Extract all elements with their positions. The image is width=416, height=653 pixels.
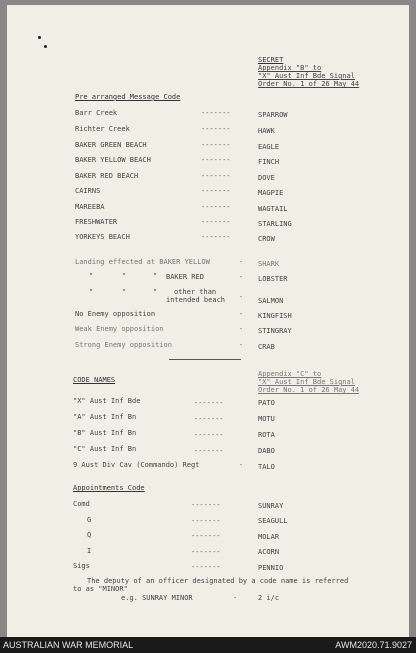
message-row-label: MAREEBA — [75, 203, 105, 211]
opposition-dash: - — [239, 310, 244, 318]
row-dash: ------- — [194, 399, 224, 407]
appointment-label: G — [87, 516, 92, 524]
opposition-label: Strong Enemy opposition — [75, 341, 172, 349]
message-row-code: DOVE — [258, 174, 275, 182]
message-row-label: CAIRNS — [75, 187, 101, 195]
appointment-label: Sigs — [73, 562, 90, 570]
ditto-mark: " — [89, 272, 94, 280]
ditto-mark: " — [153, 272, 158, 280]
message-row-code: HAWK — [258, 127, 275, 135]
landing-dash: - — [239, 273, 244, 281]
codename-label: "B" Aust Inf Bn — [73, 429, 137, 437]
landing-line-2: BAKER RED — [166, 273, 204, 281]
row-dash: ------- — [201, 156, 231, 164]
appointment-label: Q — [87, 531, 92, 539]
row-dash: ------- — [191, 532, 221, 540]
row-dash: ------- — [194, 447, 224, 455]
row-dash: ------- — [201, 109, 231, 117]
codename-code: DABO — [258, 447, 275, 455]
opposition-label: No Enemy opposition — [75, 310, 156, 318]
appointment-label: Comd — [73, 500, 90, 508]
message-row-label: YORKEYS BEACH — [75, 233, 130, 241]
footer-catalog-number: AWM2020.71.9027 — [335, 640, 412, 650]
appendix-b-line3: Order No. 1 of 26 May 44 — [258, 80, 360, 88]
opposition-dash: - — [239, 325, 244, 333]
row-dash: - — [239, 461, 244, 469]
ditto-mark: " — [122, 288, 127, 296]
code-names-title: CODE NAMES — [73, 376, 116, 384]
row-dash: ------- — [201, 233, 231, 241]
row-dash: ------- — [201, 172, 231, 180]
minor-example-value: 2 i/c — [258, 594, 280, 602]
appendix-c-line1: Appendix "C" to — [258, 370, 322, 378]
row-dash: ------- — [201, 218, 231, 226]
landing-code-3: SALMON — [258, 297, 284, 305]
codename-label: 9 Aust Div Cav (Commando) Regt — [73, 461, 200, 469]
secret-label: SECRET — [258, 56, 284, 64]
message-row-label: BAKER GREEN BEACH — [75, 141, 147, 149]
codename-label: "A" Aust Inf Bn — [73, 413, 137, 421]
message-row-label: FRESHWATER — [75, 218, 118, 226]
appendix-c-line2: "X" Aust Inf Bde Signal — [258, 378, 355, 386]
appointment-code: SEAGULL — [258, 517, 288, 525]
appendix-b-line2: "X" Aust Inf Bde Signal — [258, 72, 355, 80]
codename-code: TALO — [258, 463, 275, 471]
codename-code: MOTU — [258, 415, 275, 423]
opposition-dash: - — [239, 341, 244, 349]
codename-code: ROTA — [258, 431, 275, 439]
appendix-b-line1: Appendix "B" to — [258, 64, 322, 72]
message-row-code: MAGPIE — [258, 189, 284, 197]
appointment-code: PENNIO — [258, 564, 284, 572]
row-dash: ------- — [201, 203, 231, 211]
minor-note-line1: The deputy of an officer designated by a code name is referred — [87, 577, 349, 585]
document-page — [7, 5, 409, 637]
appointment-label: I — [87, 547, 92, 555]
archive-footer — [0, 637, 416, 653]
punch-hole-mark — [38, 36, 41, 39]
message-row-code: STARLING — [258, 220, 292, 228]
appendix-c-line3: Order No. 1 of 26 May 44 — [258, 386, 360, 394]
row-dash: ------- — [191, 548, 221, 556]
appointment-code: MOLAR — [258, 533, 280, 541]
message-row-code: WAGTAIL — [258, 205, 288, 213]
message-row-code: FINCH — [258, 158, 280, 166]
ditto-mark: " — [122, 272, 127, 280]
minor-example-label: e.g. SUNRAY MINOR — [121, 594, 193, 602]
row-dash: ------- — [191, 501, 221, 509]
message-code-title: Pre arranged Message Code — [75, 93, 181, 101]
row-dash: ------- — [201, 187, 231, 195]
codename-label: "C" Aust Inf Bn — [73, 445, 137, 453]
punch-hole-mark — [44, 45, 47, 48]
message-row-label: BAKER YELLOW BEACH — [75, 156, 151, 164]
opposition-code: STINGRAY — [258, 327, 292, 335]
message-row-label: Barr Creek — [75, 109, 118, 117]
appointments-title: Appointments Code — [73, 484, 145, 492]
ditto-mark: " — [89, 288, 94, 296]
appointment-code: SUNRAY — [258, 502, 284, 510]
row-dash: ------- — [194, 431, 224, 439]
minor-example-dash: - — [233, 594, 238, 602]
landing-line-3b: intended beach — [166, 296, 226, 304]
row-dash: ------- — [191, 517, 221, 525]
message-row-label: Richter Creek — [75, 125, 130, 133]
landing-dash: - — [239, 293, 244, 301]
minor-note-line2: to as "MINOR" — [73, 585, 128, 593]
row-dash: ------- — [194, 415, 224, 423]
row-dash: ------- — [201, 125, 231, 133]
landing-line-3a: other than — [174, 288, 217, 296]
landing-dash: - — [239, 258, 244, 266]
appointment-code: ACORN — [258, 548, 280, 556]
landing-code-1: SHARK — [258, 260, 280, 268]
opposition-code: CRAB — [258, 343, 275, 351]
opposition-label: Weak Enemy opposition — [75, 325, 164, 333]
message-row-code: EAGLE — [258, 143, 280, 151]
opposition-code: KINGFISH — [258, 312, 292, 320]
message-row-code: CROW — [258, 235, 275, 243]
row-dash: ------- — [191, 563, 221, 571]
row-dash: ------- — [201, 141, 231, 149]
landing-line-1: Landing effected at BAKER YELLOW — [75, 258, 210, 266]
codename-code: PATO — [258, 399, 275, 407]
landing-code-2: LOBSTER — [258, 275, 288, 283]
message-row-code: SPARROW — [258, 111, 288, 119]
codename-label: "X" Aust Inf Bde — [73, 397, 141, 405]
ditto-mark: " — [153, 288, 158, 296]
footer-institution: AUSTRALIAN WAR MEMORIAL — [3, 640, 134, 650]
section-divider — [169, 359, 241, 360]
message-row-label: BAKER RED BEACH — [75, 172, 139, 180]
